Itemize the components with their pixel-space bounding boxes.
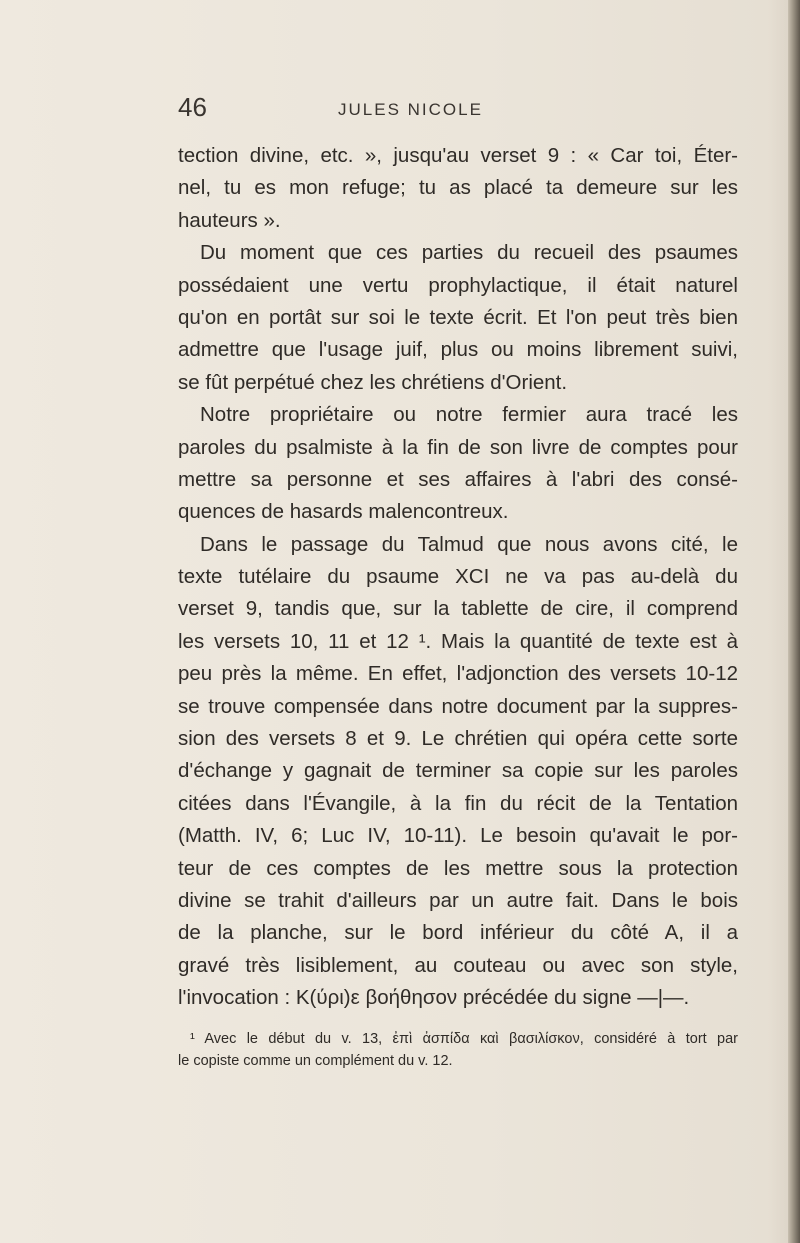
text-line: texte tutélaire du psaume XCI ne va pas au-delà du <box>178 565 738 589</box>
text-line: l'invocation : Κ(ύρι)ε βοήθησον précédée du signe —|—. <box>178 986 690 1010</box>
text-line: Dans le passage du Talmud que nous avons cité, le <box>200 532 738 556</box>
page-edge-shadow <box>788 0 800 1243</box>
text-line: hauteurs ». <box>178 208 281 232</box>
page-number: 46 <box>178 92 207 122</box>
text-line: qu'on en portât sur soi le texte écrit. Et l'on peut très bien <box>178 305 738 329</box>
text-line: gravé très lisiblement, au couteau ou avec son style, <box>178 953 738 977</box>
text-line: Du moment que ces parties du recueil des psaumes <box>200 241 738 265</box>
text-line: verset 9, tandis que, sur la tablette de cire, il comprend <box>178 597 738 621</box>
text-line: sion des versets 8 et 9. Le chrétien qui opéra cette sorte <box>178 727 738 751</box>
text-line: se trouve compensée dans notre document par la suppres- <box>178 694 738 718</box>
running-title: JULES NICOLE <box>338 100 483 119</box>
text-line: quences de hasards malencontreux. <box>178 500 509 524</box>
text-line: paroles du psalmiste à la fin de son livre de comptes pour <box>178 435 738 459</box>
text-line: possédaient une vertu prophylactique, il était naturel <box>178 273 738 297</box>
text-line: d'échange y gagnait de terminer sa copie sur les paroles <box>178 759 738 783</box>
text-line: de la planche, sur le bord inférieur du côté A, il a <box>178 921 738 945</box>
text-line: divine se trahit d'ailleurs par un autre fait. Dans le bois <box>178 888 738 912</box>
running-head <box>178 92 738 132</box>
footnote-line: le copiste comme un complément du v. 12. <box>178 1053 453 1069</box>
text-line: les versets 10, 11 et 12 ¹. Mais la quantité de texte est à <box>178 629 738 653</box>
text-line: tection divine, etc. », jusqu'au verset 9 : « Car toi, Éter- <box>178 144 738 167</box>
body-text <box>178 140 738 1015</box>
text-line: teur de ces comptes de les mettre sous la protection <box>178 856 738 880</box>
footnote <box>178 1028 738 1072</box>
text-line: (Matth. IV, 6; Luc IV, 10-11). Le besoin qu'avait le por- <box>178 824 738 848</box>
text-line: nel, tu es mon refuge; tu as placé ta demeure sur les <box>178 176 738 200</box>
text-line: citées dans l'Évangile, à la fin du récit de la Tentation <box>178 791 738 815</box>
footnote-line: ¹ Avec le début du v. 13, ἐπὶ ἀσπίδα καὶ βασιλίσκον, considéré à tort par <box>190 1031 738 1047</box>
text-line: se fût perpétué chez les chrétiens d'Orient. <box>178 370 568 394</box>
text-line: Notre propriétaire ou notre fermier aura tracé les <box>200 403 738 427</box>
text-line: mettre sa personne et ses affaires à l'abri des consé- <box>178 467 738 491</box>
text-line: peu près la même. En effet, l'adjonction des versets 10-12 <box>178 662 738 686</box>
text-line: admettre que l'usage juif, plus ou moins librement suivi, <box>178 338 738 362</box>
